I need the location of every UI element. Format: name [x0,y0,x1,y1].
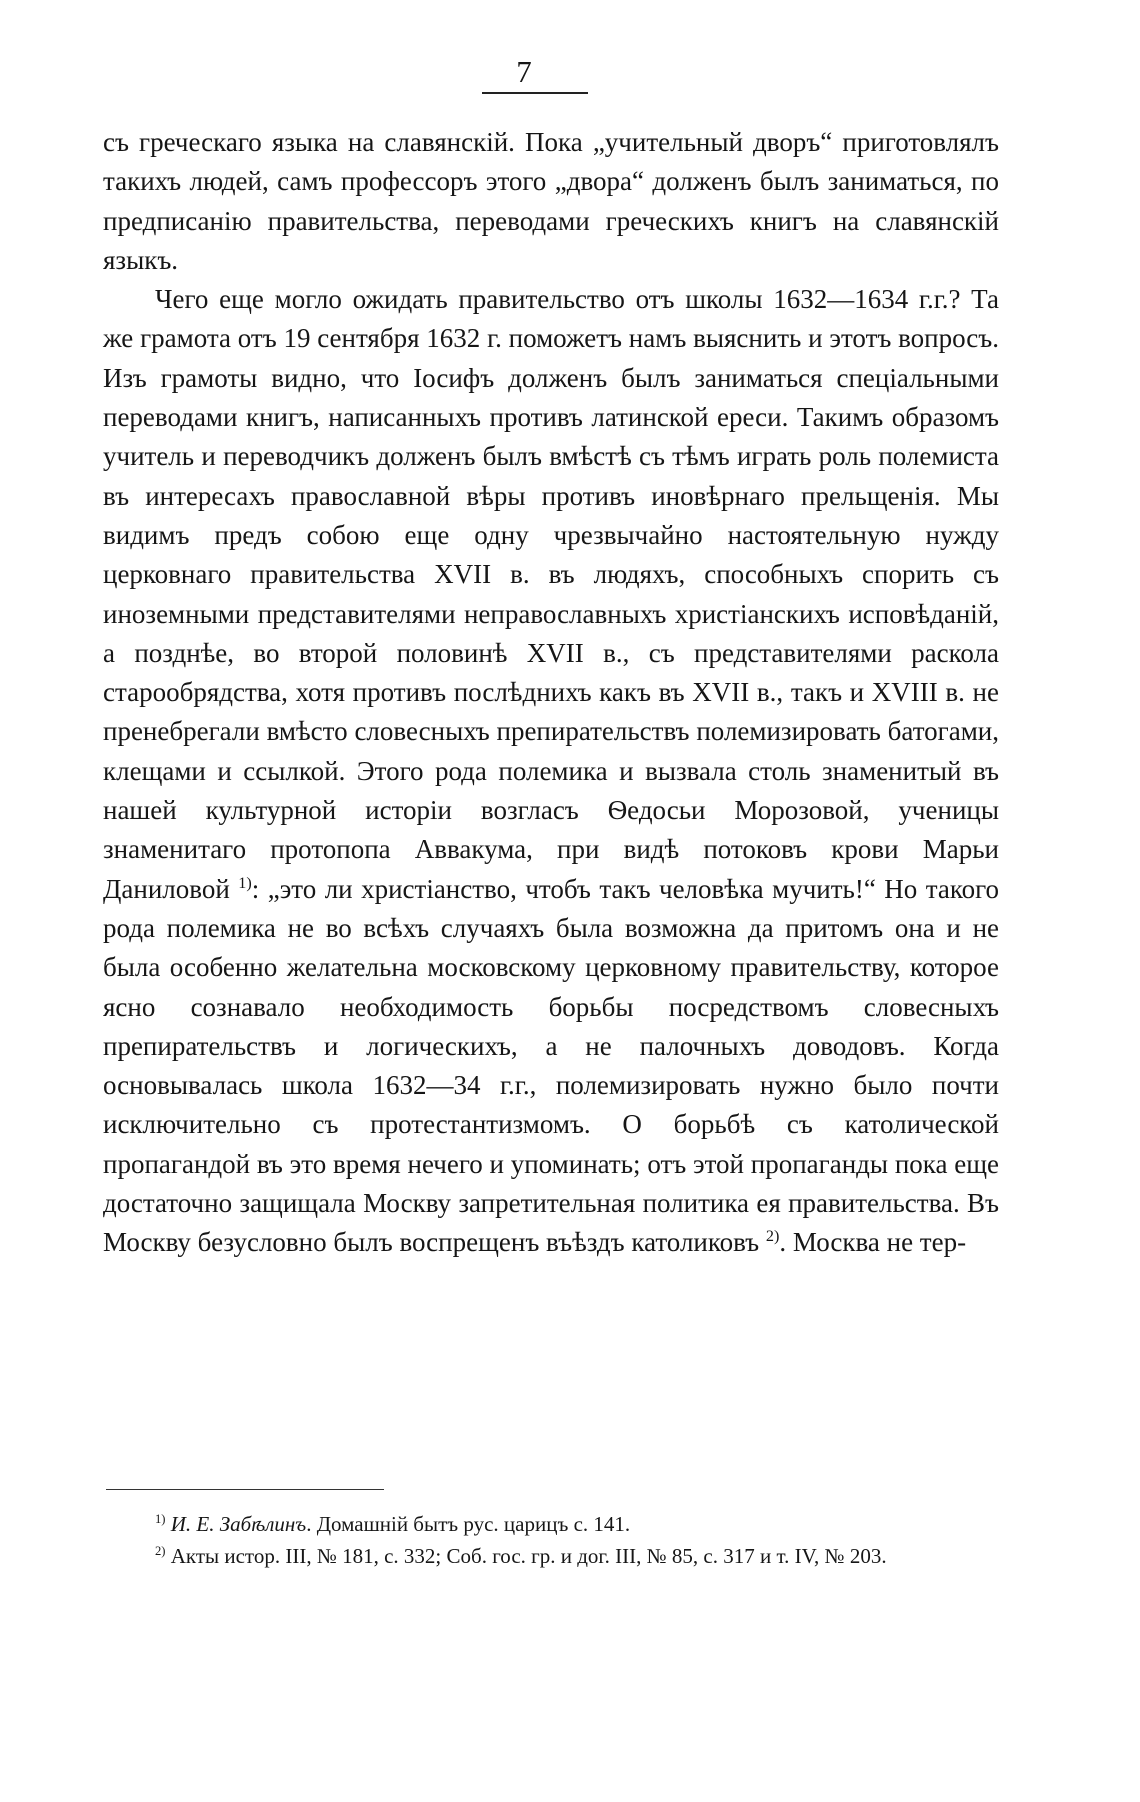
footnote-author: И. Е. Забѣлинъ [170,1512,307,1536]
paragraph-1 [103,123,999,280]
paragraph-text: : „это ли христіанство, чтобъ такъ человѣка мучить!“ Но такого рода полемика не во всѣхъ случаяхъ была возможна да притомъ она и не была особенно желательна московскому церковному правительству, которое ясно сознавало необходимость борьбы посредствомъ словесныхъ препирательствъ и логическихъ, а не палочныхъ доводовъ. Когда основывалась школа 1632—34 г.г., полемизировать нужно было почти исключительно съ протестантизмомъ. О борьбѣ съ католической пропагандой въ это время нечего и упоминать; отъ этой пропаганды пока еще достаточно защищала Москву запретительная политика ея правительства. Въ Москву безусловно былъ воспрещенъ въѣздъ католиковъ [103,873,999,1258]
paragraph-text: Чего еще могло ожидать правительство отъ школы 1632—1634 г.г.? Та же грамота отъ 19 сентября 1632 г. поможетъ намъ выяснить и этотъ вопросъ. Изъ грамоты видно, что Іосифъ долженъ былъ заниматься спеціальными переводами книгъ, написанныхъ противъ латинской ереси. Такимъ образомъ учитель и переводчикъ долженъ былъ вмѣстѣ съ тѣмъ играть роль полемиста въ интересахъ православной вѣры противъ иновѣрнаго прельщенія. Мы видимъ предъ собою еще одну чрезвычайно настоятельную нужду церковнаго правительства XVII в. въ людяхъ, способныхъ спорить съ иноземными представителями неправославныхъ христіанскихъ исповѣданій, а позднѣе, во второй половинѣ XVII в., съ представителями раскола старообрядства, хотя противъ послѣднихъ какъ въ XVII в., такъ и XVIII в. не пренебрегали вмѣсто словесныхъ препирательствъ полемизировать батогами, клещами и ссылкой. Этого рода полемика и вызвала столь знаменитый въ нашей культурной исторіи возгласъ Ѳедосьи Морозовой, ученицы знаменитаго протопопа Аввакума, при видѣ потоковъ крови Марьи Даниловой [103,284,999,904]
page-number-rule [482,92,588,94]
footnote-2 [103,1540,999,1572]
footnote-separator [106,1489,384,1490]
footnote-ref-2[interactable]: 2) [765,1227,780,1246]
footnote-ref-1[interactable]: 1) [238,873,252,892]
footnote-1 [103,1508,999,1540]
body-text [103,123,999,1263]
footnote-text: Акты истор. III, № 181, с. 332; Соб. гос. гр. и дог. III, № 85, с. 317 и т. IV, № 203. [165,1544,887,1568]
paragraph-text: . Москва не тер- [779,1227,967,1258]
page-number: 7 [516,54,532,89]
footnote-text: . Домашній бытъ рус. царицъ с. 141. [306,1512,631,1536]
footnote-marker: 2) [155,1544,166,1558]
paragraph-2 [103,280,999,1262]
footnote-marker: 1) [155,1512,166,1526]
paragraph-text: съ греческаго языка на славянскій. Пока „учительный дворъ“ приготовлялъ такихъ людей, самъ профессоръ этого „двора“ долженъ былъ заниматься, по предписанію правительства, переводами греческихъ книгъ на славянскій языкъ. [103,127,999,275]
footnotes [103,1508,999,1572]
